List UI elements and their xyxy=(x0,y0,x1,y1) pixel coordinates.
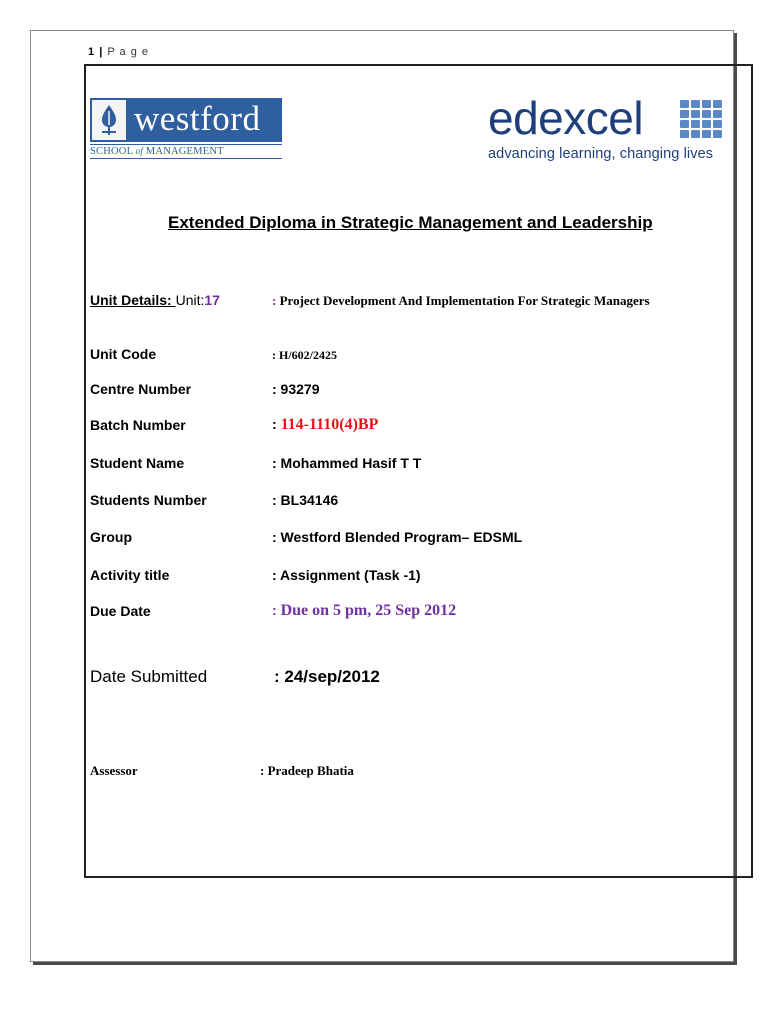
field-value: : Westford Blended Program– EDSML xyxy=(272,529,523,545)
westford-subtitle-management: MANAGEMENT xyxy=(145,146,224,157)
page-word: P a g e xyxy=(107,46,149,58)
westford-banner xyxy=(90,98,282,142)
field-value: : Mohammed Hasif T T xyxy=(272,455,422,471)
field-label: Group xyxy=(90,529,132,545)
unit-details-label-group xyxy=(90,292,220,308)
field-value: : Pradeep Bhatia xyxy=(260,763,354,778)
cover-box xyxy=(84,64,753,878)
westford-subtitle-of: of xyxy=(135,146,144,156)
field-label: Date Submitted xyxy=(90,667,208,686)
field-value: : BL34146 xyxy=(272,492,339,508)
batch-number-value: 114-1110(4)BP xyxy=(280,416,379,433)
field-value: : H/602/2425 xyxy=(272,348,337,362)
edexcel-wordmark: edexcel xyxy=(488,92,644,144)
unit-word: Unit: xyxy=(175,292,205,308)
westford-emblem-icon xyxy=(92,100,126,140)
field-value-colon: : xyxy=(272,602,281,618)
westford-subtitle-school: SCHOOL xyxy=(90,146,133,157)
page-separator: | xyxy=(99,46,104,58)
page-header xyxy=(88,46,149,58)
field-label: Due Date xyxy=(90,603,151,619)
field-label: Assessor xyxy=(90,763,138,778)
field-label: Student Name xyxy=(90,455,185,471)
field-value: : 93279 xyxy=(272,381,320,397)
unit-number: 17 xyxy=(204,292,220,308)
unit-title: Project Development And Implementation For Strategic Managers xyxy=(279,293,650,308)
unit-value-group xyxy=(272,293,650,309)
westford-subtitle xyxy=(90,144,282,159)
document-title: Extended Diploma in Strategic Management and Leadership xyxy=(168,213,653,232)
field-label: Unit Code xyxy=(90,346,157,362)
field-value: : Assignment (Task -1) xyxy=(272,567,421,583)
edexcel-logo xyxy=(486,92,730,166)
field-value: : 24/sep/2012 xyxy=(274,667,380,686)
page-number: 1 xyxy=(88,46,96,58)
field-label: Batch Number xyxy=(90,417,186,433)
field-label: Activity title xyxy=(90,567,170,583)
westford-logo xyxy=(90,98,282,162)
field-value-group xyxy=(272,602,456,620)
field-label: Centre Number xyxy=(90,381,192,397)
westford-wordmark: westford xyxy=(134,99,261,138)
unit-colon: : xyxy=(272,293,277,308)
field-label: Students Number xyxy=(90,492,207,508)
field-value-group xyxy=(272,416,378,434)
field-value-colon: : xyxy=(272,416,281,432)
due-date-value: Due on 5 pm, 25 Sep 2012 xyxy=(280,602,457,619)
edexcel-tagline: advancing learning, changing lives xyxy=(488,146,714,162)
unit-details-label: Unit Details: xyxy=(90,292,176,308)
edexcel-grid-icon xyxy=(680,100,724,140)
